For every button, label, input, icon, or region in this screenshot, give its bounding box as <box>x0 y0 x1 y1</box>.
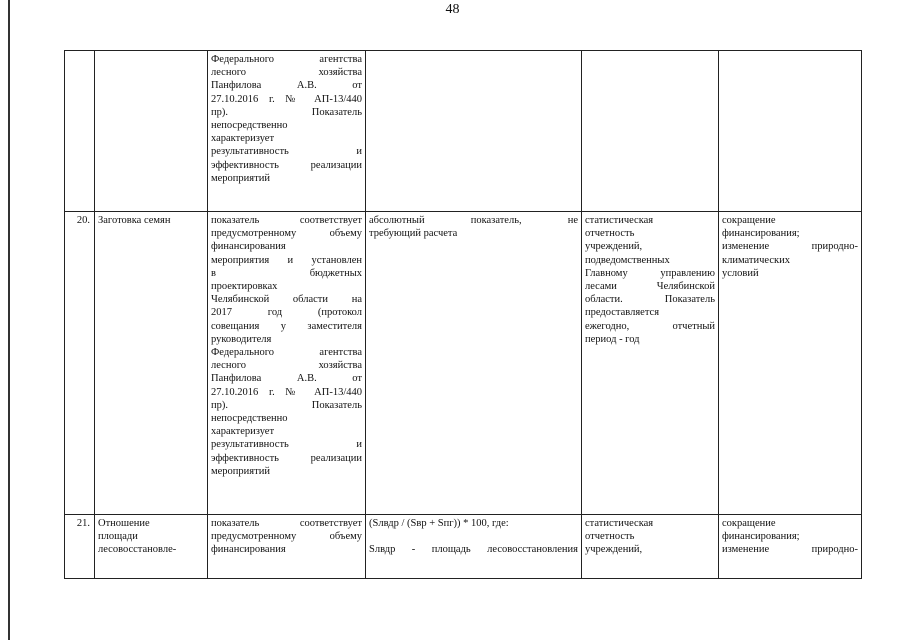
cell-text-line: пр). Показатель <box>211 106 362 118</box>
cell-text-line: финансирования; <box>722 531 800 543</box>
cell-text-line: финансирования; <box>722 228 800 240</box>
cell-data-source <box>582 51 719 212</box>
cell-text-line: лесного хозяйства <box>211 67 362 79</box>
cell-risk-factors <box>719 51 862 212</box>
cell-text-line: показатель соответствует <box>211 215 362 226</box>
cell-text-line: Sлвдр - площадь лесовосстановления <box>369 544 578 556</box>
cell-text-line <box>369 530 578 543</box>
cell-text-line: мероприятий <box>211 465 270 477</box>
cell-indicator-name <box>95 51 208 212</box>
cell-number <box>65 51 95 212</box>
cell-text-line: изменение природно- <box>722 544 858 556</box>
table-row <box>65 515 862 579</box>
cell-text-line: мероприятия и установлен <box>211 254 362 266</box>
cell-text-line: эффективность реализации <box>211 452 362 464</box>
cell-text-line: Федерального агентства <box>211 347 362 359</box>
table-row <box>65 51 862 212</box>
cell-text-line: учреждений, <box>585 241 643 253</box>
cell-text-line: совещания у заместителя <box>211 320 362 332</box>
cell-text-line: (Sлвдр / (Sвр + Sпг)) * 100, где: <box>369 518 509 529</box>
cell-text-line: отчетность <box>585 228 635 240</box>
cell-text-line: ежегодно, отчетный <box>585 320 715 332</box>
cell-text-line: лесовосстановле- <box>98 544 177 556</box>
scan-left-edge <box>8 0 10 640</box>
cell-text-line: изменение природно- <box>722 241 858 253</box>
cell-number: 21. <box>65 515 95 579</box>
cell-text-line: лесного хозяйства <box>211 360 362 372</box>
cell-calculation-method <box>366 515 582 579</box>
cell-text-line: Панфилова А.В. от <box>211 373 362 385</box>
cell-indicator-name <box>95 515 208 579</box>
cell-calculation-method <box>366 51 582 212</box>
cell-risk-factors <box>719 212 862 515</box>
cell-text-line: требующий расчета <box>369 228 458 240</box>
cell-text-line: пр). Показатель <box>211 399 362 411</box>
cell-text-line: предоставляется <box>585 307 660 319</box>
cell-text-line: эффективность реализации <box>211 159 362 171</box>
cell-text-line: условий <box>722 267 759 279</box>
cell-text-line: Заготовка семян <box>98 215 171 226</box>
cell-text-line: финансирования <box>211 241 286 253</box>
cell-text-line: абсолютный показатель, не <box>369 215 578 226</box>
indicators-table <box>64 50 862 579</box>
cell-text-line: климатических <box>722 254 790 266</box>
cell-data-source <box>582 212 719 515</box>
cell-text-line: проектировках <box>211 281 278 293</box>
cell-text-line: сокращение <box>722 215 776 226</box>
cell-text-line: площади <box>98 531 138 543</box>
cell-text-line: Панфилова А.В. от <box>211 80 362 92</box>
table-row <box>65 212 862 515</box>
cell-text-line: период - год <box>585 333 640 345</box>
cell-calculation-method <box>366 212 582 515</box>
cell-text-line: лесами Челябинской <box>585 281 715 293</box>
page-number: 48 <box>445 2 460 17</box>
cell-text-line: отчетность <box>585 531 635 543</box>
cell-text-line: результативность и <box>211 439 362 451</box>
cell-text-line: руководителя <box>211 333 272 345</box>
cell-text-line: Главному управлению <box>585 267 715 279</box>
cell-number: 20. <box>65 212 95 515</box>
cell-text-line: подведомственных <box>585 254 670 266</box>
cell-text-line: мероприятий <box>211 172 270 184</box>
cell-text-line: области. Показатель <box>585 294 715 306</box>
cell-text-line: статистическая <box>585 518 654 529</box>
cell-text-line: предусмотренному объему <box>211 531 362 543</box>
cell-justification <box>208 51 366 212</box>
cell-risk-factors <box>719 515 862 579</box>
cell-text-line: Отношение <box>98 518 150 529</box>
cell-text-line: предусмотренному объему <box>211 228 362 240</box>
cell-text-line: характеризует <box>211 133 275 145</box>
cell-text-line: Федерального агентства <box>211 54 362 65</box>
cell-indicator-name <box>95 212 208 515</box>
cell-justification <box>208 515 366 579</box>
cell-text-line: 27.10.2016 г. № АП-13/440 <box>211 93 362 105</box>
cell-text-line: в бюджетных <box>211 267 362 279</box>
cell-justification <box>208 212 366 515</box>
cell-text-line: непосредственно <box>211 120 288 132</box>
cell-text-line: характеризует <box>211 426 275 438</box>
cell-text-line: учреждений, <box>585 544 643 556</box>
cell-text-line: показатель соответствует <box>211 518 362 529</box>
cell-text-line: 2017 год (протокол <box>211 307 362 319</box>
cell-text-line: Челябинской области на <box>211 294 362 306</box>
cell-text-line: непосредственно <box>211 413 288 425</box>
cell-text-line: результативность и <box>211 146 362 158</box>
cell-text-line: статистическая <box>585 215 654 226</box>
cell-data-source <box>582 515 719 579</box>
cell-text-line: сокращение <box>722 518 776 529</box>
cell-text-line: 27.10.2016 г. № АП-13/440 <box>211 386 362 398</box>
cell-text-line: финансирования <box>211 544 286 556</box>
